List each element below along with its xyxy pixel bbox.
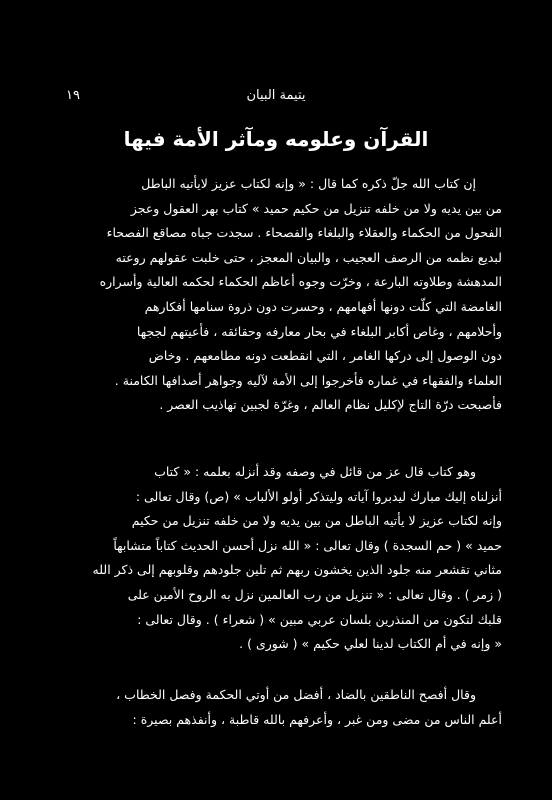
text-line: فأصبحت درّة التاج لإكليل نظام العالم ، وغرّة لجبين تهاذيب العصر . [159, 397, 502, 413]
text-line: العلماء والفقهاء في غماره فأخرجوا إلى الأمة لآليه وجواهر أصدافها الكامنة . [114, 372, 502, 388]
text-line: قلبك لتكون من المنذرين بلسان عربي مبين » ( شعراء ) . وقال تعالى : [137, 611, 502, 627]
text-line: وقال أفصح الناطقين بالضاد ، أفضل من أوتي الحكمة وفصل الخطاب ، [116, 687, 476, 702]
text-line: أعلم الناس من مضى ومن غبر ، وأعرفهم بالله قاطبة ، وأنفذهم بصيرة : [132, 711, 502, 727]
text-line: من بين يديه ولا من خلفه تنزيل من حكيم حميد » كتاب بهر العقول وعجز [130, 200, 502, 216]
text-line: مثاني تقشعر منه جلود الذين يخشون ربهم ثم تلين جلودهم وقلوبهم إلى ذكر الله [92, 562, 502, 578]
text-line: لبديع نظمه من الرصف العجيب ، والبيان المعجز ، حتى خلبت عقولهم روعته [115, 249, 502, 265]
paragraph-quranic-verses [78, 460, 502, 657]
text-line: « وإنه في أم الكتاب لدينا لعلي حكيم » ( شورى ) . [239, 636, 502, 652]
text-line: الفحول من الحكماء والعقلاء والبلغاء والفصحاء . سجدت جباه مصاقع الفصحاء [106, 225, 502, 241]
text-line: وأحلامهم ، وغاص أكابر البلغاء في بحار معارفه وحقائقه ، فأعيتهم لججها [136, 323, 502, 339]
text-line: أنزلناه إليك مبارك ليدبروا آياته وليتذكر أولو الألباب » (ص) وقال تعالى : [135, 488, 502, 504]
chapter-title: القرآن وعلومه ومآثر الأمة فيها [123, 127, 429, 151]
running-header [66, 86, 486, 106]
text-line: إن كتاب الله جلّ ذكره كما قال : « وإنه لكتاب عزيز لايأتيه الباطل [141, 176, 476, 191]
text-line: ( زمر ) . وقال تعالى : « تنزيل من رب العالمين نزل به الروح الأمين على [127, 586, 502, 602]
text-line: دون الوصول إلى دركها الغامر ، التي انقطعت دونه مطامعهم . وخاض [148, 348, 502, 364]
text-line: وهو كتاب قال عز من قائل في وصفه وقد أنزله بعلمه : « كتاب [154, 464, 476, 479]
paragraph-quran-description [78, 172, 502, 418]
text-line: الغامضة التي كلّت دونها أفهامهم ، وحسرت دون ذروة سنامها أفكارهم [144, 298, 502, 314]
paragraph-prophet-saying [78, 683, 502, 732]
text-line: المدهشة وطلاوته البارعة ، وخرّت وجوه أعاظم الحكماء لحكمه العالية وأسراره [99, 274, 502, 290]
page-number: ١٩ [66, 88, 80, 103]
running-title: يتيمة البيان [246, 88, 306, 103]
text-line: حميد » ( حم السجدة ) وقال تعالى : « الله نزل أحسن الحديث كتاباً متشابهاً [113, 537, 502, 553]
text-line: وإنه لكتاب عزيز لا يأتيه الباطل من بين يديه ولا من خلفه تنزيل من حكيم [131, 513, 502, 529]
